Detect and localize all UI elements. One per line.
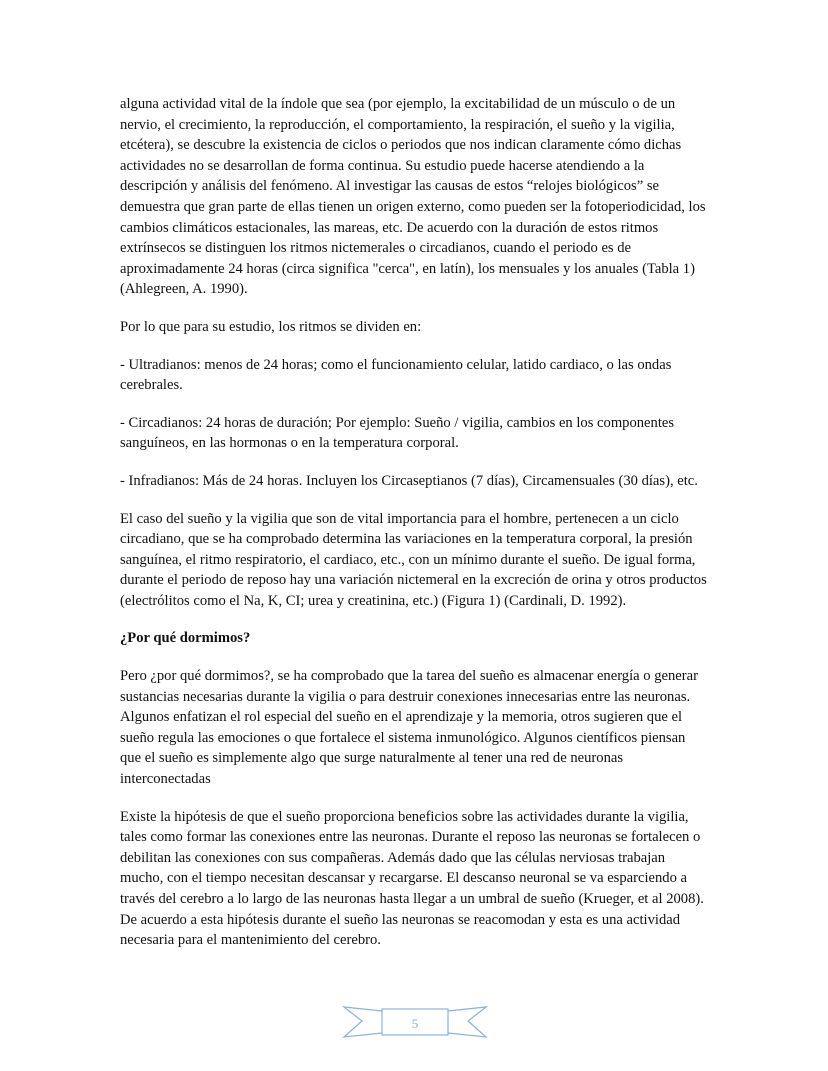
page-body bbox=[120, 94, 708, 968]
paragraph-rhythm-division: Por lo que para su estudio, los ritmos se dividen en: bbox=[120, 318, 422, 335]
paragraph-biological-rhythms: alguna actividad vital de la índole que sea (por ejemplo, la excitabilidad de un músculo o de un nervio, el crecimiento, la reproducción, el comportamiento, la respiración, el sueño y la vigilia, etcétera), se descubre la existencia de ciclos o periodos que nos indican claramente cómo dichas actividades no se desarrollan de forma continua. Su estudio puede hacerse atendiendo a la descripción y análisis del fenómeno. Al investigar las causas de estos “relojes biológicos” se demuestra que gran parte de ellas tienen un origen externo, como pueden ser la fotoperiodicidad, los cambios climáticos estacionales, las mareas, etc. De acuerdo con la duración de estos ritmos extrínsecos se distinguen los ritmos nictemerales o circadianos, cuando el periodo es de aproximadamente 24 horas (circa significa "cerca", en latín), los mensuales y los anuales (Tabla 1) (Ahlegreen, A. 1990). bbox=[120, 96, 706, 298]
paragraph-why-sleep: Pero ¿por qué dormimos?, se ha comprobado que la tarea del sueño es almacenar energía o generar sustancias necesarias durante la vigilia o para destruir conexiones innecesarias entre las neuronas. Algunos enfatizan el rol especial del sueño en el aprendizaje y la memoria, otros sugieren que el sueño regula las emociones o que fortalece el sistema inmunológico. Algunos científicos piensan que el sueño es simplemente algo que surge naturalmente al tener una red de neuronas interconectadas bbox=[120, 668, 698, 788]
list-item-infradian: - Infradianos: Más de 24 horas. Incluyen los Circaseptianos (7 días), Circamensuales (30 días), etc. bbox=[120, 472, 698, 489]
paragraph-sleep-hypothesis: Existe la hipótesis de que el sueño proporciona beneficios sobre las actividades durante la vigilia, tales como formar las conexiones entre las neuronas. Durante el reposo las neuronas se fortalecen o debilitan las conexiones con sus compañeras. Además dado que las células nerviosas trabajan mucho, con el tiempo necesitan descansar y recargarse. El descanso neuronal se va esparciendo a través del cerebro a lo largo de las neuronas hasta llegar a un umbral de sueño (Krueger, et al 2008). De acuerdo a esta hipótesis durante el sueño las neuronas se reacomodan y esta es una actividad necesaria para el mantenimiento del cerebro. bbox=[120, 808, 704, 949]
page-footer bbox=[342, 1003, 488, 1043]
list-item-circadian: - Circadianos: 24 horas de duración; Por ejemplo: Sueño / vigilia, cambios en los componentes sanguíneos, en las hormonas o en la temperatura corporal. bbox=[120, 414, 675, 452]
page-number: 5 bbox=[411, 1016, 419, 1031]
section-heading: ¿Por qué dormimos? bbox=[120, 630, 251, 647]
list-item-ultradian: - Ultradianos: menos de 24 horas; como el funcionamiento celular, latido cardiaco, o las ondas cerebrales. bbox=[120, 356, 672, 394]
paragraph-sleep-wake-cycle: El caso del sueño y la vigilia que son de vital importancia para el hombre, pertenecen a un ciclo circadiano, que se ha comprobado determina las variaciones en la temperatura corporal, la presión sanguínea, el ritmo respiratorio, el cardiaco, etc., con un mínimo durante el sueño. De igual forma, durante el periodo de reposo hay una variación nictemeral en la excreción de orina y otros productos (electrólitos como el Na, K, CI; urea y creatinina, etc.) (Figura 1) (Cardinali, D. 1992). bbox=[120, 510, 707, 609]
